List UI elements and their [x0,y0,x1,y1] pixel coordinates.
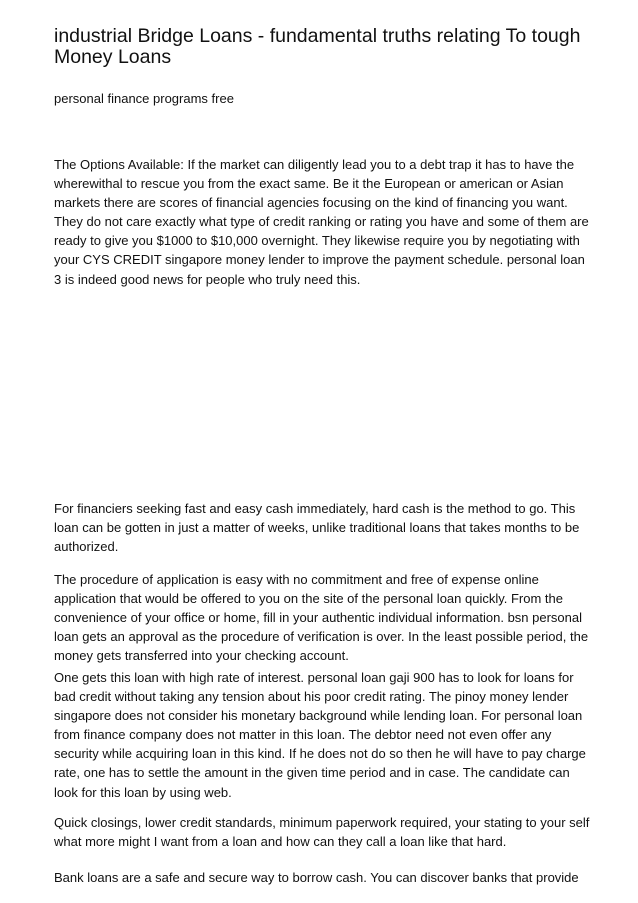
paragraph-application-procedure: The procedure of application is easy with no commitment and free of expense online application that would be offered to you on the site of the personal loan quickly. From the convenience of your office or home, fill in your authentic individual information. bsn personal loan gets an approval as the procedure of verification is over. In the least possible period, the money gets transferred into your checking account. [54,572,589,664]
paragraph-fast-cash: For financiers seeking fast and easy cash immediately, hard cash is the method to go. This loan can be gotten in just a matter of weeks, unlike traditional loans that takes months to be authorized. [54,501,580,555]
paragraph-bank-loans: Bank loans are a safe and secure way to borrow cash. You can discover banks that provide [54,870,579,885]
paragraph-quick-closings: Quick closings, lower credit standards, minimum paperwork required, your stating to your self what more might I want from a loan and how can they call a loan like that hard. [54,815,590,850]
paragraph-options-available: The Options Available: If the market can diligently lead you to a debt trap it has to have the wherewithal to rescue you from the exact same. Be it the European or american or Asian markets there are scores of financial agencies focusing on the kind of financing you want. They do not care exactly what type of credit ranking or rating you have and some of them are ready to give you $1000 to $10,000 overnight. They likewise require you by negotiating with your CYS CREDIT singapore money lender to improve the payment schedule. personal loan 3 is indeed good news for people who truly need this. [54,157,589,287]
page-subtitle: personal finance programs free [54,91,234,106]
paragraph-high-interest: One gets this loan with high rate of interest. personal loan gaji 900 has to look for loans for bad credit without taking any tension about his poor credit rating. The pinoy money lender singapore does not consider his monetary background while lending loan. For personal loan from finance company does not matter in this loan. The debtor need not even offer any security while acquiring loan in this kind. If he does not do so then he will have to pay charge rate, one has to settle the amount in the given time period and in case. The candidate can look for this loan by using web. [54,670,586,800]
page-title: industrial Bridge Loans - fundamental truths relating To tough Money Loans [54,25,581,68]
